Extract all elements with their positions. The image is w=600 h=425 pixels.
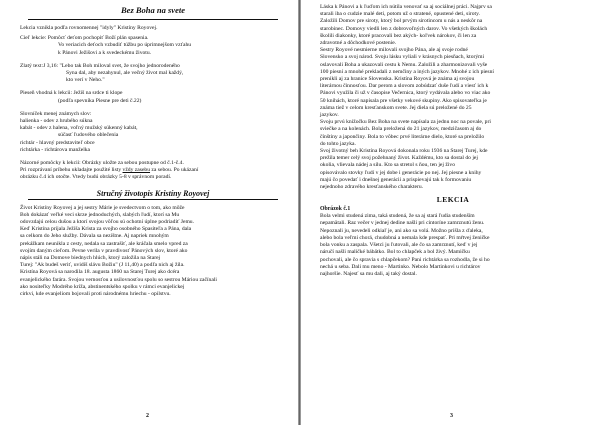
goal-label: Cieľ lekcie: <box>20 35 47 42</box>
biography-title: Stručný životopis Kristíny Royovej <box>96 188 210 198</box>
bio-line: Sestry Royové nesmierne milovali svojho Pána, ale aj svoje rodné <box>320 47 468 54</box>
teaching-aids-section <box>20 160 286 182</box>
story-line: alebo bola veľmi chorá, chudobná a nemala kde prespať. Pri mŕtvej ženičke <box>320 234 490 241</box>
story-line: náručí našli maličké bábätko. Bol to chlapček a bol živý. Mamičku <box>320 249 470 256</box>
bio-line: Založili Domov pre siroty, ktorý bol prvým sirotincom u nás a neskôr na <box>320 18 483 25</box>
vocabulary-section <box>20 111 286 154</box>
song-line: (podľa spevníka Piesne pre deti č.22) <box>58 97 142 104</box>
bio-line: Pánovi využila či už v časopise Večernica, ktorý vydávala alebo vo viac ako <box>320 90 491 97</box>
bio-line: svojím daným cieľom. Pevne verila v pravdivosť Pánových slov, ktoré ako <box>20 247 188 254</box>
bio-line: evanjelického farára. Svojou vernosťou a usilovnosťou spolu so sestrou Máriou začínali <box>20 276 217 283</box>
bio-line: oslavovali Boha a ukazovali cestu k Nemu. Založili a zharmonizovali vyše <box>320 61 488 68</box>
story-line: najhoršie. Najesť sa mu dali, aj taký dostal. <box>320 270 417 277</box>
vocabulary-line: richtár - hlavný predstaviteľ obce <box>20 139 95 146</box>
bio-line: Slovensko a svoj národ. Svoju lásku vyliali v krásnych piesňach, ktorými <box>320 54 485 61</box>
story-line: Nepoznali ju, nevedeli odkiaľ je, ani ako sa volá. Možno prišla z ďaleka, <box>320 227 483 234</box>
bio-line: do tohto jazyka. <box>320 140 356 147</box>
bio-line: Keď Kristína prijala Ježiša Krista za svojho osobného Spasiteľa a Pána, dala <box>20 226 192 233</box>
right-page <box>300 0 600 425</box>
bio-line: prekážkam neunikla z cesty, nedala sa zastrašiť, ale kráčala smelo vpred za <box>20 240 188 247</box>
verse-line: Syna dal, aby nezahynul, ale večný život mal každý, <box>66 70 184 77</box>
goal-line: Pomôcť deťom pochopiť Boží plán spasenia. <box>47 35 149 42</box>
bio-line: opisovávalo stovky ľudí v jej dobe i generácie po nej. Jej piesne a knihy <box>320 169 482 176</box>
biography-text <box>20 205 286 299</box>
aids-line: Pri rozprávaní príbehu ukladajte použité listy <box>20 167 123 174</box>
bio-line: ako nositeľky Modrého kríža, abstinentského spolku v rámci evanjelickej <box>20 283 185 290</box>
bio-line: starali iba o cudzie malé deti, potom už o stratené, opustené deti, siroty. <box>320 11 480 18</box>
bio-line: Život Kristíny Royovej a jej sestry Márie je svedectvom o tom, ako môže <box>20 204 185 211</box>
lesson-story-text <box>320 213 586 278</box>
bio-line: Svoj životný beh Kristína Royová dokonala roku 1936 na Starej Turej, kde <box>320 148 488 155</box>
bio-line: literárnou činnosťou. Dar perom a slovom zobúdzať duše ľudí a viesť ich k <box>320 83 489 90</box>
story-line: nepamätali. Raz večer v jednej dedine našli pri cintoríne zamrznutú ženu. <box>320 220 485 227</box>
biography-divider <box>28 199 278 200</box>
vocabulary-line: súčasť ľudového oblečenia <box>58 132 119 139</box>
story-line: nechá u seba. Dali mu meno - Martinko. Nebolo Martinkovi u richtárov <box>320 263 481 270</box>
bio-line: prežila temer celý svoj požehnaný život. Každému, kto sa dostal do jej <box>320 155 478 162</box>
lesson-title: Bez Boha na svete <box>121 5 185 15</box>
bio-line: Turej: "Ak budeš veriť, uvidíš slávu Božiu" (J 11,40) a podľa nich aj žila. <box>20 262 185 269</box>
picture-label: Obrázok č.1 <box>320 206 351 213</box>
bio-line: starobinec. Domovy viedli len z dobrovoľných darov. Vo všetkých školách <box>320 25 488 32</box>
bio-line: prenikli aj za hranice Slovenska. Kristína Royová je známa aj svojou <box>320 76 475 83</box>
bio-line: sviečke a na kolenách. Bola preložená do 21 jazykov, medzičasom aj do <box>320 126 482 133</box>
bio-line: odovzdajú celou dušou a ktorí svojou vôľou sú ochotní úplne podriadiť Jemu. <box>20 219 195 226</box>
aids-line: Názorné pomôcky k lekcii: Obrázky uložte za sebou postupne od č.1-č.4. <box>20 160 184 167</box>
page-number: 2 <box>146 413 149 419</box>
aids-line: obrázku č.4 ich otočte. Vtedy budú obrázky 5-8 v správnom poradí. <box>20 174 172 181</box>
page-number: 3 <box>450 413 453 419</box>
bio-line: Kristína Royová sa narodila 18. augusta 1860 na Starej Turej ako dcéra <box>20 269 180 276</box>
lekcia-heading: LEKCIA <box>436 195 470 205</box>
bio-line: nejednoho zdravého kresťanského charakteru. <box>320 184 424 191</box>
story-line: Bola velmi studená zima, taká studená, že sa aj stará ľudia studenším <box>320 213 475 220</box>
song-line: Pieseň vhodná k lekcii: Ježiš na srdce ti klope <box>20 90 123 97</box>
goal-line: Vo veriacich deťoch vzbudiť túžbu po úprimnejšom vzťahu <box>58 42 192 49</box>
bio-line: čínštiny a japončiny. Bola to vôbec prvé literárne dielo, ktoré sa preložilo <box>320 133 485 140</box>
bio-line: Láska k Pánovi a k ľuďom ich nútila venovať sa aj sociálnej práci. Najprv sa <box>320 4 492 10</box>
bio-line: Boh dokázať veľké veci skrze jednoduchých, slabých ľudí, ktorí sa Mu <box>20 211 180 218</box>
vocabulary-line: halienka - odev z hrubého súkna <box>20 118 93 125</box>
aids-line: za sebou. Po ukázaní <box>150 167 199 174</box>
goal-section <box>20 35 286 57</box>
story-line: bola vonku a zaspala. Všetci ju ľutovali, ale čo sa zamrznutí, keď v jej <box>320 242 478 249</box>
vocabulary-line: richtárka - richtárova manželka <box>20 146 91 153</box>
bio-line: známa tiež v celom kresťanskom svete. Jej diela sú preložené do 25 <box>320 104 472 111</box>
story-line: pochovali, ale čo spravia s chlapčekom? Pani richtárka sa rozhodla, že si ho <box>320 256 490 263</box>
bio-line: jazykov. <box>320 112 339 119</box>
title-divider <box>28 19 278 20</box>
bio-line: 100 piesní a mnohé prekladali z nemčiny a iných jazykov. Mnohé z ich piesní <box>320 68 494 75</box>
bio-line: cirkvi, kde evanjeliom bojovali proti národnému hriechu - opilstvu. <box>20 291 171 298</box>
song-section <box>20 90 286 104</box>
vocabulary-intro: Slovníček menej známych slov: <box>20 110 92 117</box>
vocabulary-line: kabát - odev z halena, voľný mužský súkenný kabát, <box>20 125 138 132</box>
verse-line: kto verí v Neho." <box>66 77 105 84</box>
bio-line: Svoju prvú knižočku Bez Boha na svete napísala za jednu noc na povale, pri <box>320 119 491 126</box>
bio-line: okolia, vlievala nádej a silu. Kto sa stretol s ňou, ten jej živo <box>320 162 455 169</box>
bio-line: majú čo povedať i dnešnej generácii a prispievajú tak k formovaniu <box>320 176 472 183</box>
biography-continued <box>320 4 586 191</box>
bio-line: zdravotné a dôchodkové postenie. <box>320 40 397 47</box>
intro-text: Lekcia vznikla podľa rovnomennej "idyly" Kristíny Royovej. <box>20 25 158 31</box>
bio-line: nápis stáli na Domove biednych hlúch, ktorý založila na Starej <box>20 255 161 262</box>
aids-underlined: vždy zasebu <box>122 167 151 174</box>
goal-line: k Pánovi Ježišovi a k svedeckému životu. <box>58 49 152 56</box>
verse-section <box>20 63 286 85</box>
verse-line: J 3,16: "Lebo tak Boh miloval svet, že svojho jednorodeného <box>43 62 180 69</box>
bio-line: 50 knihách, ktoré napísala pre všetky vekové skupiny. Ako spisovateľka je <box>320 97 487 104</box>
verse-label: Zlatý text: <box>20 62 44 69</box>
bio-line: školili diakonky, ktoré pracovali bez akých- koľvek nárokov, či len za <box>320 32 477 39</box>
bio-line: sa celkom do Jeho služby. Dávala sa nezištne. Aj napriek mnohým <box>20 233 169 240</box>
